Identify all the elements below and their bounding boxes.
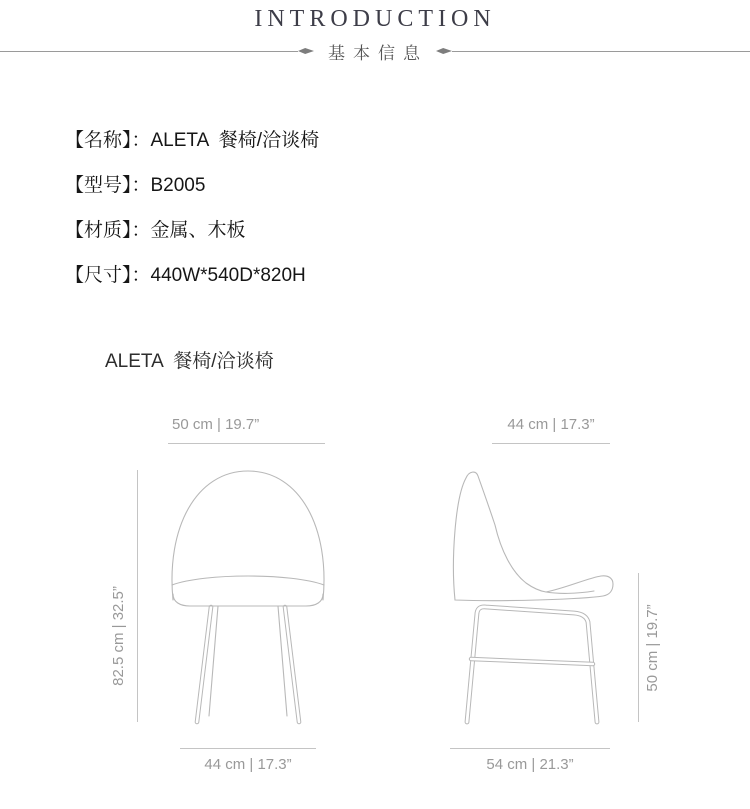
front-width-dim-line — [168, 443, 325, 444]
front-height-dim-label: 82.5 cm | 32.5” — [109, 586, 127, 686]
spec-row-size: 【尺寸】：440W*540D*820H — [65, 265, 306, 286]
chair-front-view-drawing — [166, 466, 330, 730]
front-seat-top-edge — [172, 576, 324, 585]
side-frame — [467, 607, 597, 722]
diamond-icon-left — [298, 48, 314, 54]
side-width-dim-line — [450, 748, 610, 749]
divider-line-right — [452, 51, 750, 52]
front-seat-bottom-edge — [173, 594, 323, 606]
basic-info-label: 基本信息 — [328, 43, 428, 63]
side-depth-dim-label: 44 cm | 17.3” — [507, 416, 595, 433]
front-depth-dim-label: 44 cm | 17.3” — [204, 756, 292, 773]
front-backrest-shell — [172, 471, 324, 600]
spec-row-material: 【材质】：金属、木板 — [65, 220, 246, 241]
chair-side-view-drawing — [446, 466, 620, 733]
side-seat-back-shape — [453, 472, 613, 601]
basic-info-divider — [0, 41, 750, 61]
front-height-dim-label-wrap — [108, 576, 128, 696]
front-front-legs — [197, 607, 299, 722]
side-height-dim-label-wrap — [642, 588, 662, 708]
front-depth-dim-line — [180, 748, 316, 749]
page-title: INTRODUCTION — [254, 6, 496, 32]
front-height-dim-line — [137, 470, 138, 722]
diamond-icon-right — [436, 48, 452, 54]
spec-row-model: 【型号】：B2005 — [65, 175, 206, 196]
product-caption: ALETA 餐椅/洽谈椅 — [105, 351, 274, 372]
spec-row-name: 【名称】：ALETA 餐椅/洽谈椅 — [65, 130, 320, 151]
side-height-dim-line — [638, 573, 639, 722]
spec-list — [65, 128, 319, 308]
front-width-dim-label: 50 cm | 19.7” — [172, 416, 260, 433]
side-depth-dim-line — [492, 443, 610, 444]
side-height-dim-label: 50 cm | 19.7” — [643, 604, 661, 692]
divider-line-left — [0, 51, 298, 52]
side-width-dim-label: 54 cm | 21.3” — [486, 756, 574, 773]
